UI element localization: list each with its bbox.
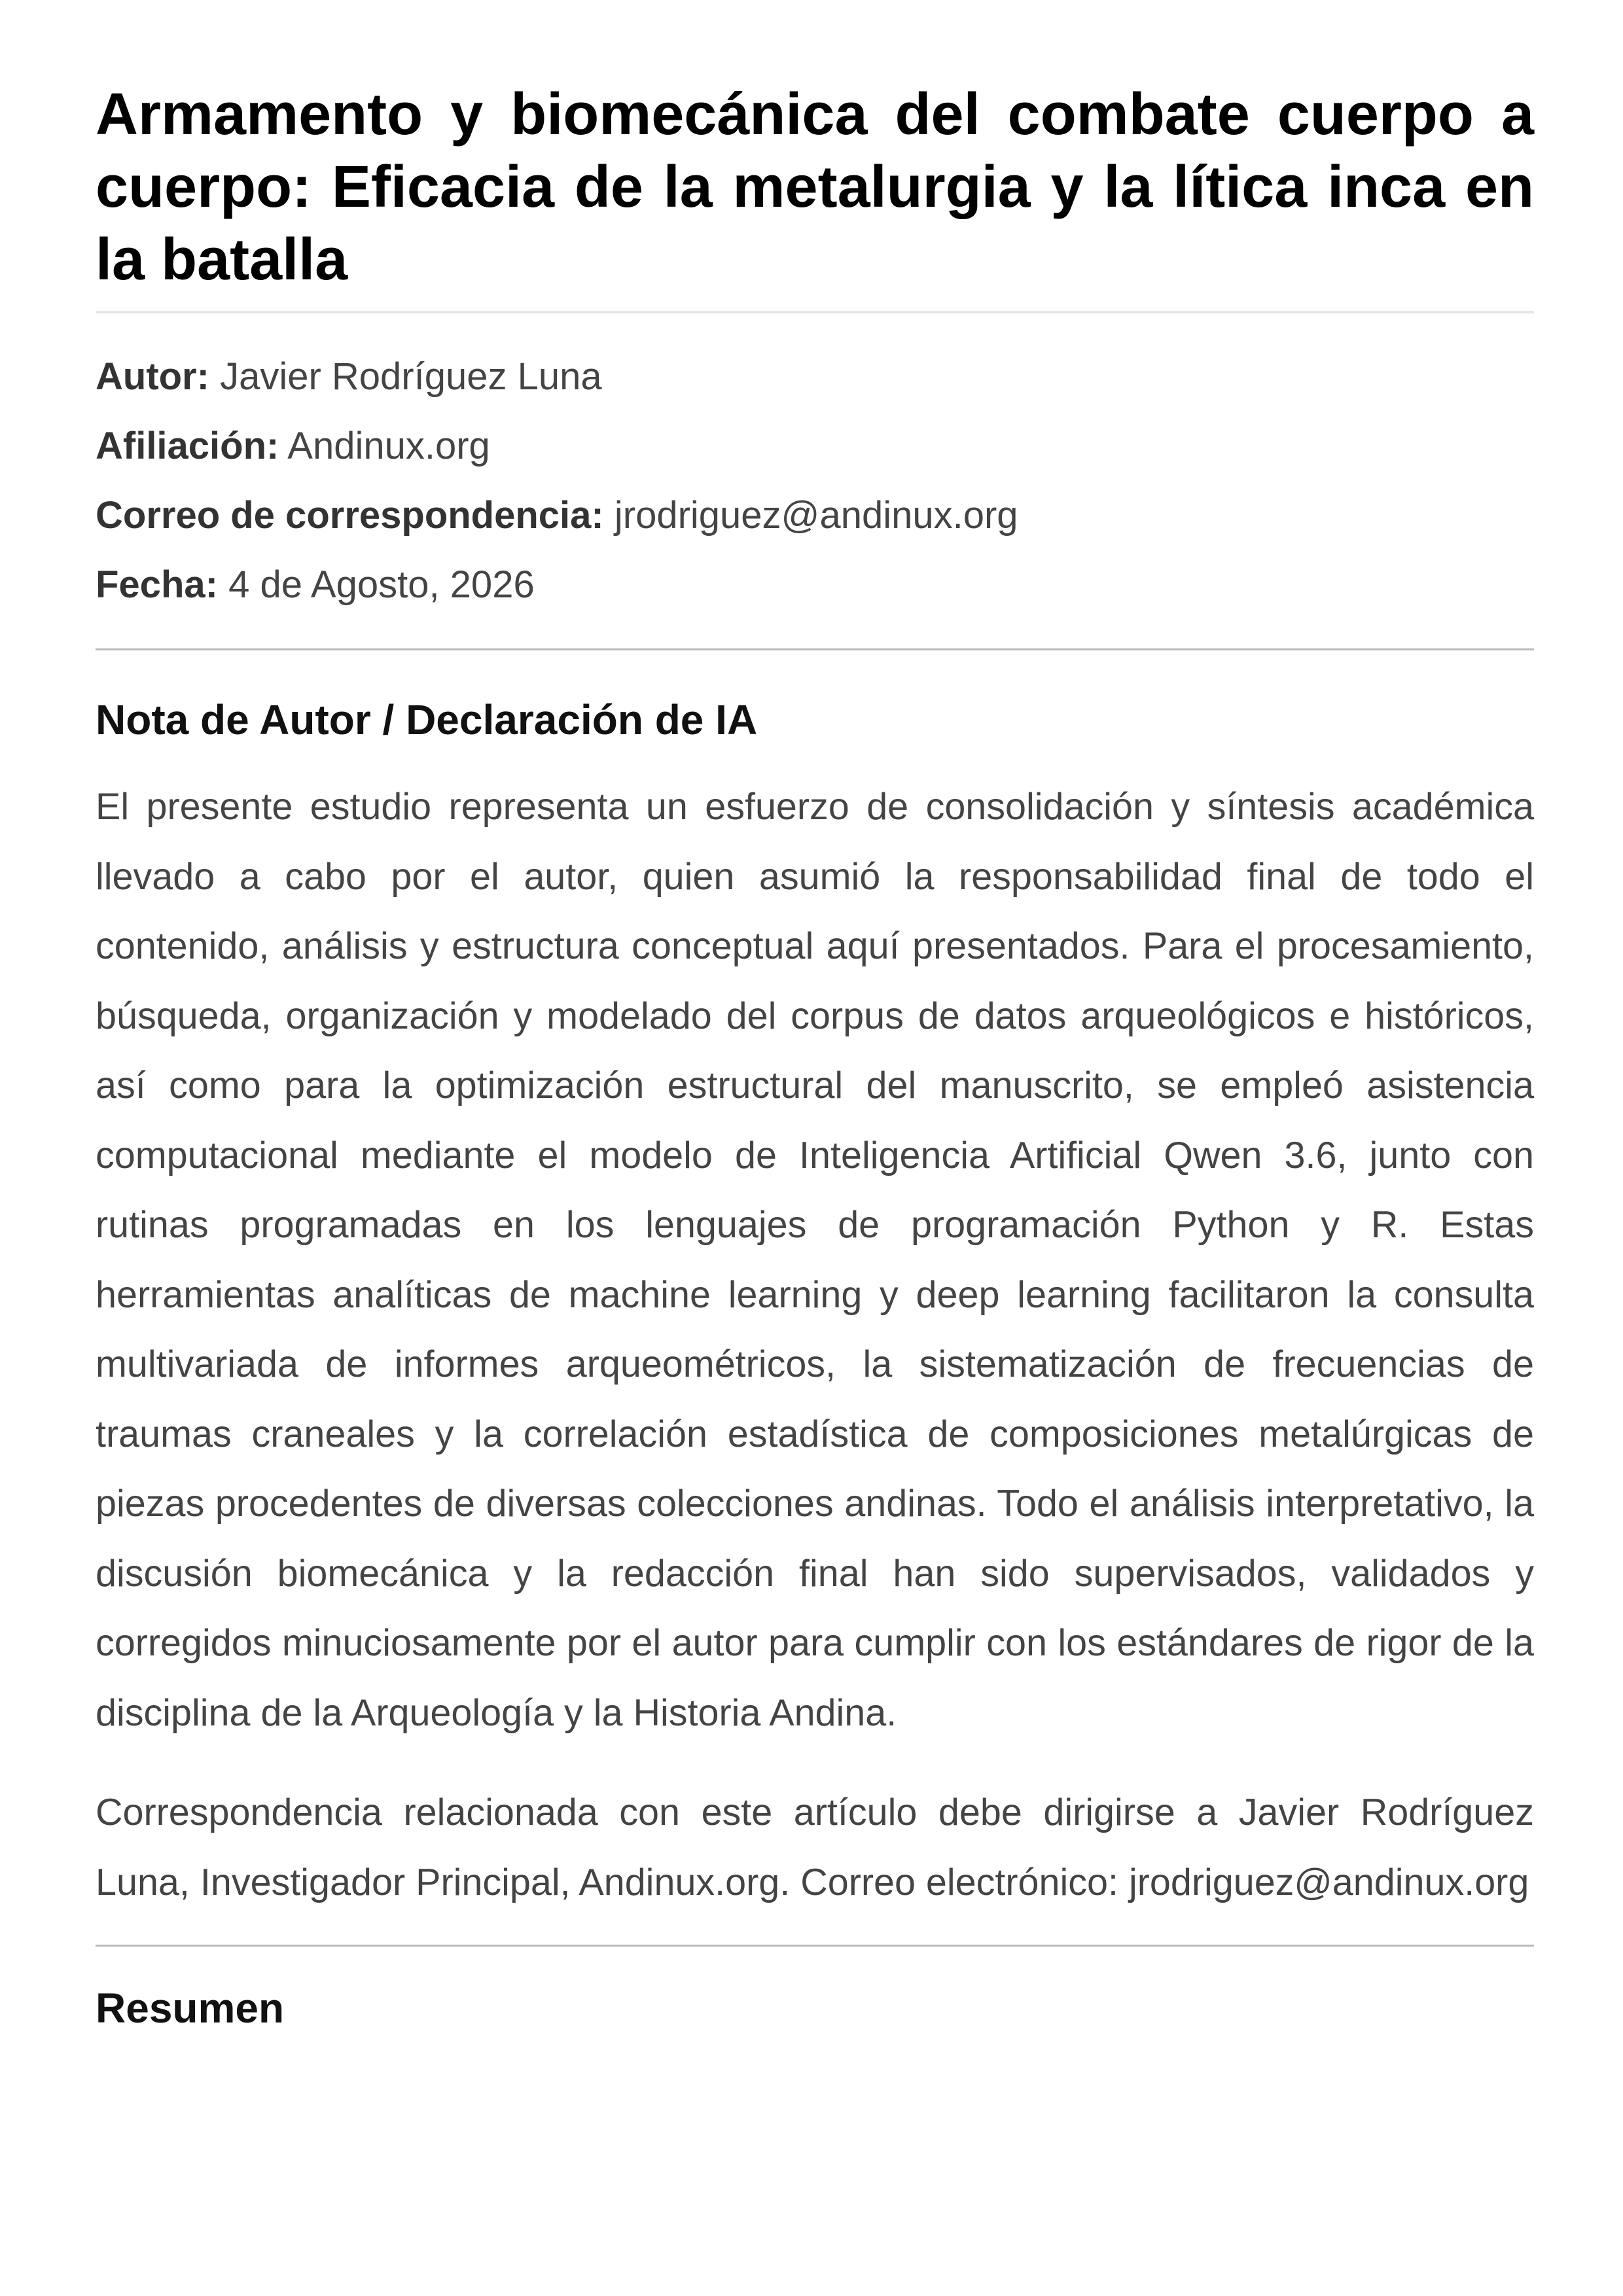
title-divider	[96, 311, 1534, 313]
author-label: Autor:	[96, 355, 209, 398]
author-note-section	[96, 694, 1534, 1917]
note-divider	[96, 1945, 1534, 1947]
author-name: Javier Rodríguez Luna	[220, 355, 602, 398]
paper-title: Armamento y biomecánica del combate cuerpo a cuerpo: Eficacia de la metalurgia y la lítica inca en la batalla	[96, 82, 1534, 292]
affiliation-value: Andinux.org	[287, 425, 490, 467]
affiliation-label: Afiliación:	[96, 425, 279, 467]
author-row	[96, 354, 1534, 400]
date-label: Fecha:	[96, 563, 218, 606]
paper-page	[96, 79, 1534, 2034]
author-note-heading: Nota de Autor / Declaración de IA	[96, 696, 758, 743]
abstract-heading: Resumen	[96, 1985, 285, 2032]
date-row	[96, 562, 1534, 608]
author-metadata	[96, 354, 1534, 608]
email-value: jrodriguez@andinux.org	[614, 494, 1018, 537]
author-note-paragraph: El presente estudio representa un esfuerzo de consolidación y síntesis académica llevado a cabo por el autor, quien asumió la responsabilidad final de todo el contenido, análisis y estructura conceptual aquí presentados. Para el procesamiento, búsqueda, organización y modelado del corpus de datos arqueológicos e históricos, así como para la optimización estructural del manuscrito, se empleó asistencia computacional mediante el modelo de Inteligencia Artificial Qwen 3.6, junto con rutinas programadas en los lenguajes de programación Python y R. Estas herramientas analíticas de machine learning y deep learning facilitaron la consulta multivariada de informes arqueométricos, la sistematización de frecuencias de traumas craneales y la correlación estadística de composiciones metalúrgicas de piezas procedentes de diversas colecciones andinas. Todo el análisis interpretativo, la discusión biomecánica y la redacción final han sido supervisados, validados y corregidos minuciosamente por el autor para cumplir con los estándares de rigor de la disciplina de la Arqueología y la Historia Andina.	[96, 786, 1534, 1734]
correspondence-paragraph: Correspondencia relacionada con este artículo debe dirigirse a Javier Rodríguez Luna, Investigador Principal, Andinux.org. Correo electrónico: jrodriguez@andinux.org	[96, 1792, 1534, 1903]
abstract-section	[96, 1982, 1534, 2034]
affiliation-row	[96, 423, 1534, 469]
email-row	[96, 493, 1534, 539]
date-value: 4 de Agosto, 2026	[228, 563, 535, 606]
email-label: Correo de correspondencia:	[96, 494, 604, 537]
metadata-divider	[96, 648, 1534, 650]
